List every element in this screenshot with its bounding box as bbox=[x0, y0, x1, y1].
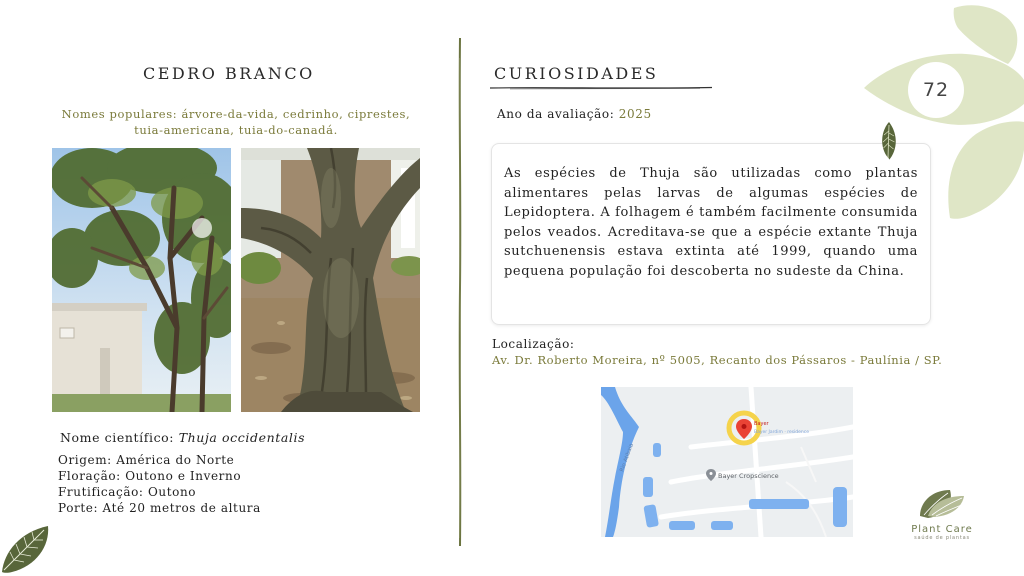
fact-origin: Origem: América do Norte bbox=[58, 453, 235, 467]
tree-canopy-photo bbox=[52, 148, 231, 412]
location-address: Av. Dr. Roberto Moreira, nº 5005, Recanto dos Pássaros - Paulínia / SP. bbox=[492, 353, 943, 367]
curiosity-text: As espécies de Thuja são utilizadas como plantas alimentares pelas larvas de algumas espécies de Lepidoptera. A folhagem é também facilmente consumida pelos veados. Acreditava-se que a espécie extante Thuja sutchuenensis estava extinta até 1999, quando uma pequena população foi descoberta no sudeste da China. bbox=[504, 166, 918, 279]
evaluation-year-value: 2025 bbox=[618, 107, 652, 121]
plant-title: CEDRO BRANCO bbox=[143, 64, 315, 83]
curiosities-title: CURIOSIDADES bbox=[494, 64, 659, 83]
location-label: Localização: bbox=[492, 337, 575, 351]
page-number: 72 bbox=[922, 79, 950, 101]
scientific-name-value: Thuja occidentalis bbox=[178, 430, 306, 445]
tree-trunk-photo bbox=[241, 148, 420, 412]
bottom-leaf-icon bbox=[0, 522, 54, 576]
location-map[interactable] bbox=[601, 387, 853, 537]
popular-names bbox=[40, 106, 432, 138]
evaluation-year-label: Ano da avaliação: bbox=[497, 107, 619, 121]
title-underline bbox=[490, 85, 712, 91]
logo-tagline: saúde de plantas bbox=[914, 535, 970, 541]
fact-size: Porte: Até 20 metros de altura bbox=[58, 501, 261, 515]
pin-label: Bayer bbox=[754, 421, 769, 427]
logo-name: Plant Care bbox=[911, 524, 973, 535]
column-divider bbox=[456, 38, 464, 546]
fact-fruiting: Frutificação: Outono bbox=[58, 485, 197, 499]
scientific-name bbox=[60, 430, 305, 445]
river-label: Rio Atibaia bbox=[619, 442, 635, 473]
popular-names-line-1: Nomes populares: árvore-da-vida, cedrinho, ciprestes, bbox=[61, 107, 411, 121]
fact-flowering: Floração: Outono e Inverno bbox=[58, 469, 242, 483]
plant-care-logo-icon bbox=[914, 486, 970, 520]
decorative-leaves bbox=[858, 0, 1024, 225]
small-leaf-icon bbox=[878, 121, 900, 161]
pin-sublabel: Bayer Jardim · residence bbox=[754, 430, 810, 435]
plant-facts bbox=[58, 452, 261, 516]
popular-names-line-2: tuia-americana, tuia-do-canadá. bbox=[134, 123, 338, 137]
evaluation-year bbox=[497, 107, 652, 121]
plant-care-logo bbox=[900, 486, 984, 541]
place-label: Bayer Cropscience bbox=[718, 472, 779, 480]
scientific-name-label: Nome científico: bbox=[60, 430, 179, 445]
